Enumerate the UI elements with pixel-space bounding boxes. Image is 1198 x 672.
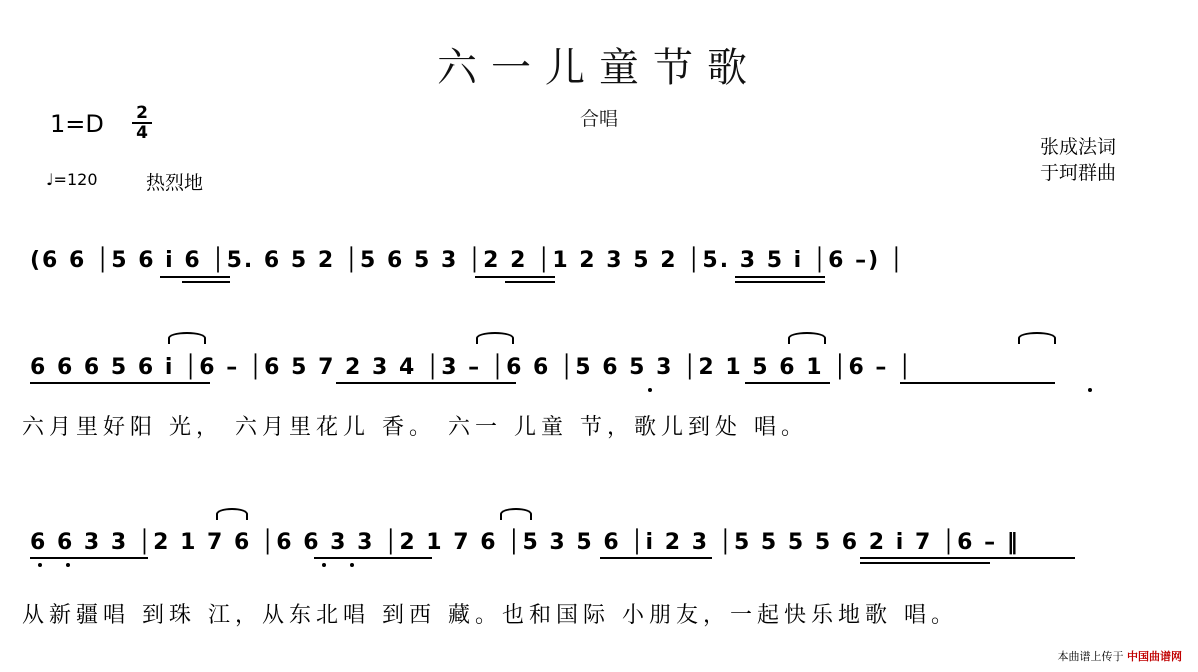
underline	[30, 557, 148, 559]
system3-lyrics: 从新疆唱 到珠 江，从东北唱 到西 藏。也和国际 小朋友，一起快乐地歌 唱。	[22, 603, 958, 628]
slur	[1018, 332, 1056, 344]
octave-dot	[350, 563, 354, 567]
key-signature: 1=D	[50, 110, 104, 138]
underline	[30, 382, 210, 384]
underline	[860, 562, 990, 564]
footer-credit	[1058, 648, 1183, 664]
underline	[900, 382, 1055, 384]
expression-marking: 热烈地	[146, 172, 204, 194]
system2-notes: 6 6 6 5 6 i │6 – │6 5 7 2 3 4 │3 – │6 6 │5 6 5 3 │2 1 5 6 1 │6 – │	[30, 355, 914, 380]
underline	[745, 382, 830, 384]
underline	[475, 276, 555, 278]
slur	[216, 508, 248, 520]
composer-credit: 于珂群曲	[1040, 162, 1117, 184]
octave-dot	[322, 563, 326, 567]
time-sig-bottom: 4	[136, 123, 148, 143]
octave-dot	[1088, 388, 1092, 392]
underline	[600, 557, 712, 559]
slur	[168, 332, 206, 344]
underline	[336, 382, 516, 384]
underline	[860, 557, 1075, 559]
underline	[505, 281, 555, 283]
time-signature	[132, 104, 152, 142]
system3-notes: 6 6 3 3 │2 1 7 6 │6 6 3 3 │2 1 7 6 │5 3 5 6 │i 2 3 │5 5 5 5 6 2 i 7 │6 – ‖	[30, 530, 1020, 555]
underline	[160, 276, 230, 278]
song-title: 六一儿童节歌	[437, 45, 761, 91]
tempo-marking: ♩=120	[46, 170, 98, 189]
site-brand: 中国曲谱网	[1127, 650, 1182, 663]
time-sig-top: 2	[136, 103, 148, 123]
octave-dot	[648, 388, 652, 392]
slur	[500, 508, 532, 520]
footer-text: 本曲谱上传于	[1057, 650, 1124, 663]
slur	[788, 332, 826, 344]
slur	[476, 332, 514, 344]
octave-dot	[38, 563, 42, 567]
system2-lyrics: 六月里好阳 光， 六月里花儿 香。 六一 儿童 节，歌儿到处 唱。	[22, 415, 808, 440]
underline	[735, 276, 825, 278]
system1-notes: (6 6 │5 6 i 6 │5. 6 5 2 │5 6 5 3 │2 2 │1 2 3 5 2 │5. 3 5 i │6 –) │	[30, 248, 906, 273]
underline	[735, 281, 825, 283]
octave-dot	[66, 563, 70, 567]
lyricist-credit: 张成法词	[1040, 136, 1117, 158]
song-subtitle: 合唱	[579, 108, 618, 130]
underline	[314, 557, 432, 559]
underline	[182, 281, 230, 283]
